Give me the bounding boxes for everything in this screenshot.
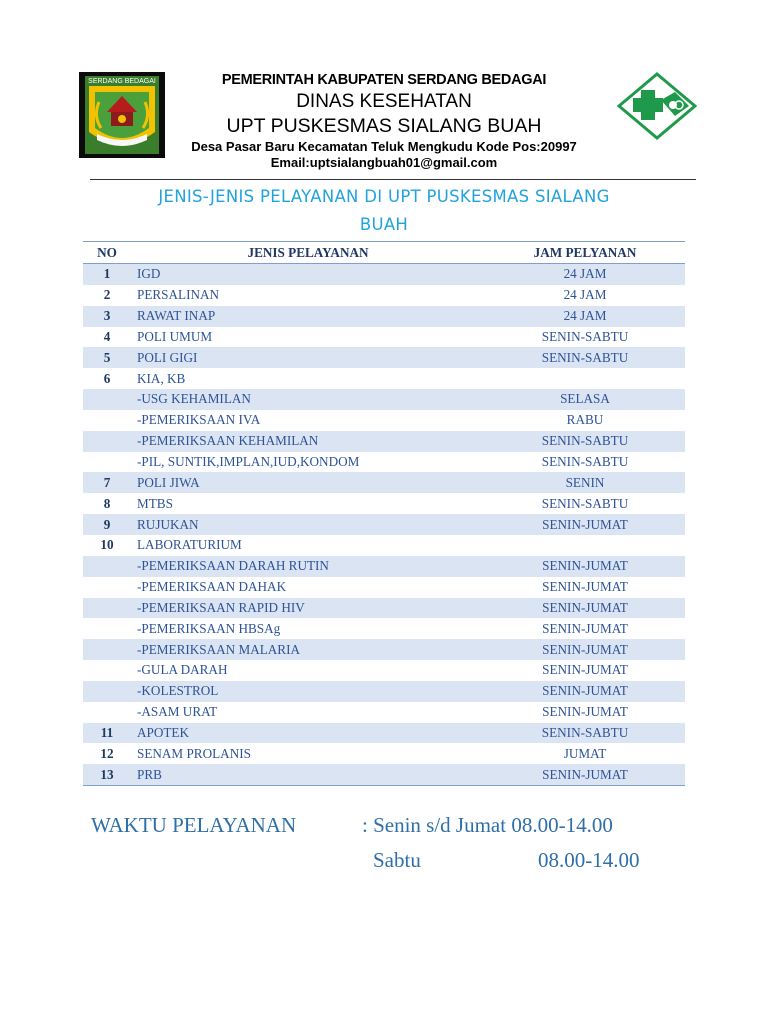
cell-no: 9: [83, 514, 131, 535]
table-row: [83, 431, 685, 452]
cell-no: 5: [83, 347, 131, 368]
column-header-jenis: JENIS PELAYANAN: [131, 242, 485, 264]
cell-no: 10: [100, 537, 114, 553]
table-row: [83, 493, 685, 514]
cell-jenis: IGD: [131, 264, 485, 285]
table-row: [83, 347, 685, 368]
service-hours-saturday-label: Sabtu: [373, 848, 421, 872]
cell-no: [83, 598, 131, 619]
cell-jenis: POLI JIWA: [131, 472, 485, 493]
cell-jam: SENIN-JUMAT: [485, 598, 685, 619]
cell-jam: RABU: [566, 412, 604, 428]
table-row: [83, 452, 685, 473]
cell-no: [83, 660, 131, 681]
cell-jenis: RUJUKAN: [131, 514, 485, 535]
table-body: [83, 264, 685, 786]
column-header-jam: JAM PELYANAN: [485, 242, 685, 264]
cell-no: 11: [83, 723, 131, 744]
cell-no: [83, 410, 131, 431]
table-row: [83, 639, 685, 660]
cell-jenis: -GULA DARAH: [137, 662, 228, 678]
cell-jam: SENIN-SABTU: [485, 431, 685, 452]
cell-jenis: SENAM PROLANIS: [137, 745, 251, 761]
logo-left-text: SERDANG BEDAGAI: [88, 78, 156, 85]
cell-jam: 24 JAM: [563, 287, 607, 303]
cell-jenis: -PEMERIKSAAN RAPID HIV: [131, 598, 485, 619]
cell-jenis: -PEMERIKSAAN MALARIA: [131, 639, 485, 660]
cell-jam: SENIN-SABTU: [485, 347, 685, 368]
cell-jam: SENIN-JUMAT: [542, 662, 628, 678]
cell-jam: SENIN-JUMAT: [542, 620, 628, 636]
table-row: [83, 327, 685, 348]
cell-jam: [485, 368, 685, 389]
cell-no: 7: [83, 472, 131, 493]
table-row: [83, 410, 685, 431]
cell-jam: SENIN-JUMAT: [542, 704, 628, 720]
table-row: [83, 743, 685, 764]
cell-no: [83, 639, 131, 660]
cell-jam: 24 JAM: [485, 306, 685, 327]
table-row: [83, 681, 685, 702]
cell-jenis: -KOLESTROL: [131, 681, 485, 702]
cell-jenis: -PEMERIKSAAN IVA: [137, 412, 261, 428]
cell-jam: SENIN-JUMAT: [485, 514, 685, 535]
service-hours-weekday: : Senin s/d Jumat 08.00-14.00: [362, 813, 613, 837]
table-row: [83, 368, 685, 389]
table-row: [83, 723, 685, 744]
cell-no: [83, 431, 131, 452]
cell-no: 13: [83, 764, 131, 785]
table-row: [83, 556, 685, 577]
cell-no: 4: [103, 328, 111, 344]
table-row: [83, 306, 685, 327]
cell-jam: [485, 535, 685, 556]
cell-no: 8: [103, 495, 111, 511]
document-title-line2: BUAH: [359, 215, 409, 234]
table-row: [83, 598, 685, 619]
cell-no: 1: [83, 264, 131, 285]
cell-jam: SENIN-SABTU: [541, 328, 629, 344]
cell-jam: SENIN-JUMAT: [485, 639, 685, 660]
cell-jam: SENIN: [485, 472, 685, 493]
cell-no: [83, 577, 131, 598]
cell-jenis: -ASAM URAT: [137, 704, 218, 720]
table-row: [83, 618, 685, 639]
document-title: [0, 183, 768, 239]
cell-jenis: POLI GIGI: [131, 347, 485, 368]
cell-no: 6: [103, 370, 111, 386]
services-table-wrap: [83, 241, 685, 786]
header-line-address: Desa Pasar Baru Kecamatan Teluk Mengkudu Kode Pos:20997: [191, 139, 577, 154]
header-line-government: PEMERINTAH KABUPATEN SERDANG BEDAGAI: [221, 72, 547, 88]
cell-no: [83, 389, 131, 410]
column-header-no: NO: [83, 242, 131, 264]
cell-jam: 24 JAM: [485, 264, 685, 285]
cell-no: [83, 452, 131, 473]
table-row: [83, 472, 685, 493]
table-row: [83, 535, 685, 556]
document-title-line1: JENIS-JENIS PELAYANAN DI UPT PUSKESMAS SIALANG: [158, 187, 610, 206]
cell-jenis: KIA, KB: [137, 370, 186, 386]
cell-no: [83, 702, 131, 723]
cell-jenis: -PEMERIKSAAN DAHAK: [137, 579, 287, 595]
cell-jenis: LABORATURIUM: [137, 537, 242, 553]
cell-no: [83, 618, 131, 639]
cell-jenis: -USG KEHAMILAN: [131, 389, 485, 410]
cell-jam: SENIN-JUMAT: [485, 556, 685, 577]
cell-jam: SENIN-JUMAT: [485, 764, 685, 785]
service-hours: [0, 808, 768, 888]
table-row: [83, 702, 685, 723]
cell-jenis: PERSALINAN: [137, 287, 220, 303]
cell-jenis: -PEMERIKSAAN KEHAMILAN: [131, 431, 485, 452]
cell-jam: SENIN-SABTU: [541, 454, 629, 470]
cell-jam: SENIN-JUMAT: [542, 579, 628, 595]
cell-jenis: POLI UMUM: [137, 328, 213, 344]
services-table: [83, 241, 685, 786]
cell-jenis: PRB: [131, 764, 485, 785]
cell-jam: SENIN-JUMAT: [485, 681, 685, 702]
cell-jenis: MTBS: [137, 495, 173, 511]
cell-jam: JUMAT: [563, 745, 607, 761]
cell-jenis: -PIL, SUNTIK,IMPLAN,IUD,KONDOM: [137, 454, 360, 470]
cell-jam: SELASA: [485, 389, 685, 410]
letterhead: [0, 60, 768, 180]
letterhead-divider: [90, 179, 696, 180]
header-line-dinas: DINAS KESEHATAN: [296, 91, 472, 112]
puskesmas-logo-icon: [617, 72, 697, 140]
cell-jenis: -PEMERIKSAAN DARAH RUTIN: [131, 556, 485, 577]
table-row: [83, 514, 685, 535]
table-header-row: [83, 242, 685, 264]
table-row: [83, 764, 685, 785]
table-row: [83, 577, 685, 598]
cell-jenis: RAWAT INAP: [131, 306, 485, 327]
service-hours-label: WAKTU PELAYANAN: [91, 813, 297, 837]
table-row: [83, 285, 685, 306]
service-hours-saturday-value: 08.00-14.00: [538, 848, 640, 872]
cell-jenis: -PEMERIKSAAN HBSAg: [137, 620, 281, 636]
table-row: [83, 389, 685, 410]
header-line-puskesmas: UPT PUSKESMAS SIALANG BUAH: [226, 115, 542, 137]
cell-jam: SENIN-SABTU: [541, 495, 629, 511]
table-row: [83, 660, 685, 681]
cell-jenis: APOTEK: [131, 723, 485, 744]
cell-jam: SENIN-SABTU: [485, 723, 685, 744]
cell-no: 12: [100, 745, 114, 761]
cell-no: [83, 681, 131, 702]
cell-no: [83, 556, 131, 577]
table-row: [83, 264, 685, 285]
header-line-email: Email:uptsialangbuah01@gmail.com: [270, 155, 498, 170]
cell-no: 2: [103, 287, 111, 303]
cell-no: 3: [83, 306, 131, 327]
